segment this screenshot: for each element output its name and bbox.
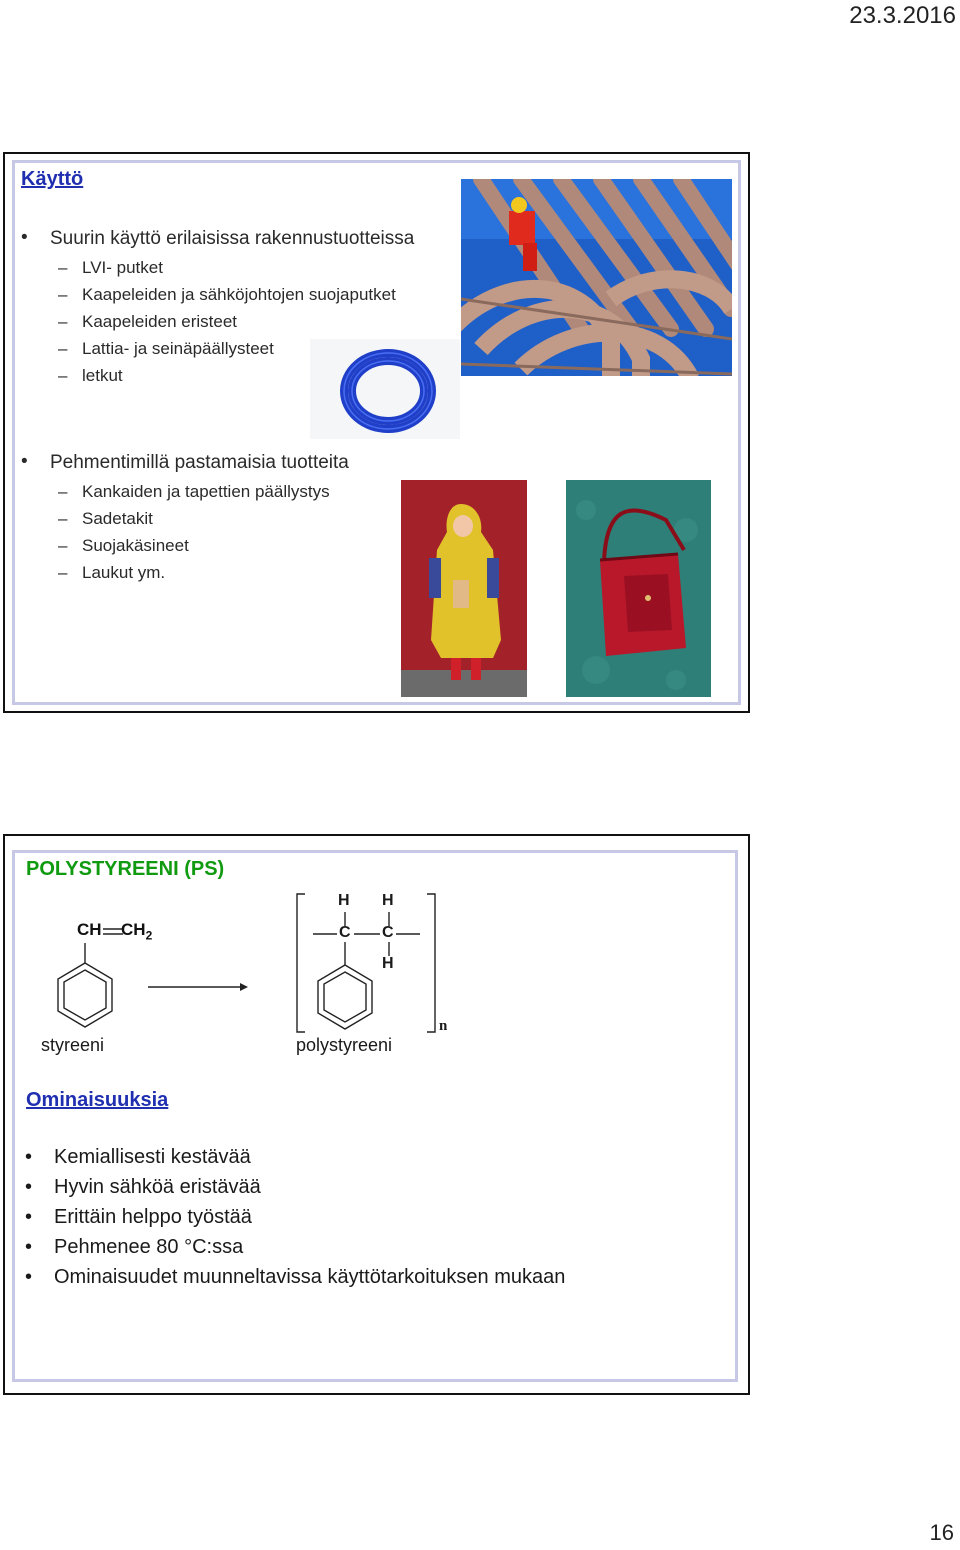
bullet-dot: • — [21, 451, 28, 472]
slide-title-usage[interactable]: Käyttö — [21, 168, 84, 190]
raincoat-photo — [401, 480, 527, 697]
bullet-text: Pehmentimillä pastamaisia tuotteita — [50, 452, 349, 473]
bullet-dot: • — [21, 227, 28, 248]
h-top-right: H — [382, 892, 394, 909]
h-top-left: H — [338, 892, 350, 909]
styrene-label: styreeni — [41, 1035, 105, 1055]
c-right: C — [382, 924, 394, 941]
properties-title[interactable]: Ominaisuuksia — [26, 1089, 169, 1111]
handbag-photo — [566, 480, 711, 697]
monomer-ch-label: CH — [77, 920, 102, 939]
polystyrene-label: polystyreeni — [296, 1035, 393, 1055]
slide-usage: Käyttö • Suurin käyttö erilaisissa rakennustuotteissa – LVI- putket – Kaapeleiden ja sähköjohtojen suojaputket – Kaapeleiden eristeet – Lattia- ja seinäpäällysteet – letkut • Pehmentimillä pastamaisia tuotteita – Kankaiden ja tapettien päällystys – Sadetakit – Suojakäsineet – Laukut ym. — [3, 152, 750, 713]
bullet-text: Suurin käyttö erilaisissa rakennustuotteissa — [50, 228, 415, 249]
monomer-ch2-label: $CH_2$ — [121, 920, 153, 943]
page-number: 16 — [929, 1520, 954, 1545]
slide-polystyrene: POLYSTYREENI (PS) CH $CH_2$ H H C C H n styreeni polystyreeni Ominaisuuksia • Kemiallisesti kestävää • Hyvin sähköä eristävää • Erittäin helppo työstää • Pehmenee 80 °C:ssa • Ominaisuudet muunneltavissa käyttötarkoituksen mukaan — [3, 834, 750, 1395]
repeat-n-label: n — [439, 1018, 448, 1034]
date-label: 23.3.2016 — [849, 2, 956, 29]
pipes-photo — [461, 179, 732, 376]
c-left: C — [339, 924, 351, 941]
hose-photo — [310, 339, 460, 439]
h-bottom: H — [382, 955, 394, 972]
slide-title-polystyrene: POLYSTYREENI (PS) — [26, 858, 225, 880]
